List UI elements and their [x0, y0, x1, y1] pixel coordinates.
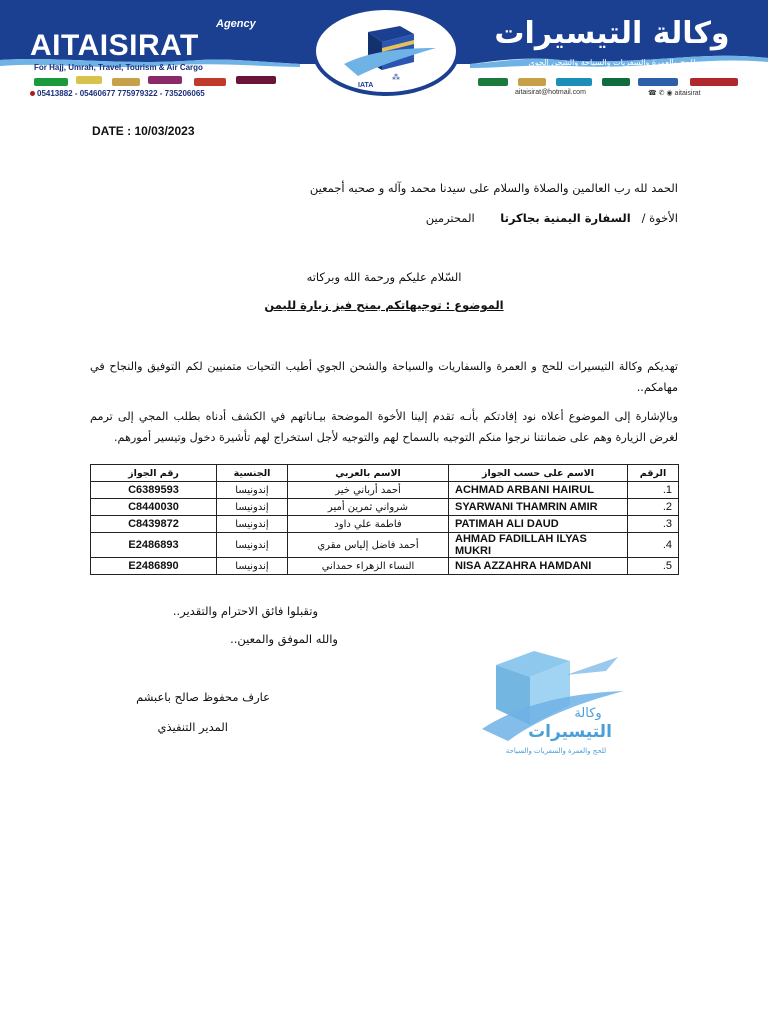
cell-num: 4. [628, 533, 679, 558]
signer-title: المدير التنفيذي [157, 720, 228, 734]
tagline-en: For Hajj, Umrah, Travel, Tourism & Air Cargo [34, 63, 203, 72]
partner-logo [690, 78, 738, 86]
phone-icon [30, 91, 35, 96]
table-row [91, 499, 679, 516]
partner-logo [76, 76, 102, 84]
recipient-prefix: الأخوة / [641, 211, 678, 225]
cell-name-en: ACHMAD ARBANI HAIRUL [449, 482, 628, 499]
table-row [91, 482, 679, 499]
header-nationality: الجنسية [217, 465, 288, 482]
cell-passport: C8440030 [91, 499, 217, 516]
social-icons: ☎ ✆ ◉ [648, 90, 673, 97]
cell-name-en: SYARWANI THAMRIN AMIR [449, 499, 628, 516]
partner-logo [518, 78, 546, 86]
agency-label: Agency [216, 18, 256, 30]
cell-nationality: إندونيسا [217, 499, 288, 516]
closing-prayer: والله الموفق والمعين.. [230, 632, 338, 646]
contact-phones: 05413882 - 05460677 775979322 - 735206065 [26, 89, 205, 98]
partner-logo [602, 78, 630, 86]
partner-logo [236, 76, 276, 84]
cell-nationality: إندونيسا [217, 516, 288, 533]
cell-name-en: PATIMAH ALI DAUD [449, 516, 628, 533]
stamp-line1: وكالة [574, 706, 602, 721]
partner-logo [556, 78, 592, 86]
partner-logo [478, 78, 508, 86]
cell-name-ar: شرواني ثمرين أمير [288, 499, 449, 516]
cell-passport: C6389593 [91, 482, 217, 499]
brand-name-ar: وكالة التيسيرات [494, 16, 730, 51]
agency-stamp-logo [478, 645, 628, 761]
signer-name: عارف محفوظ صالح باعبشم [136, 690, 270, 704]
cell-nationality: إندونيسا [217, 533, 288, 558]
visitors-table [90, 464, 679, 575]
cell-nationality: إندونيسا [217, 558, 288, 575]
cell-num: 1. [628, 482, 679, 499]
iata-label: IATA [358, 82, 374, 89]
partner-logo [638, 78, 678, 86]
request-paragraph: وبالإشارة إلى الموضوع أعلاه نود إفادتكم بأنـه تقدم إلينا الأخوة الموضحة بيـاناتهم في الكشف أدناه بطلب المجي إلى ترمم لغرض الزيارة وهم على ضمانتنا نرجوا منكم التوجيه بالسماح لهم والتوجيه لأجل استخراج لهم تأشيرة دخول وتيسير أمورهم. [90, 410, 678, 444]
tagline-ar: للحج والعمرة والسفريات والسياحة والشحن الجوي [528, 58, 696, 67]
recipient-name: السفارة اليمنية بجاكرتا [500, 211, 631, 225]
cell-name-ar: فاطمة علي داود [288, 516, 449, 533]
svg-text:⁂: ⁂ [392, 73, 400, 82]
partner-logo [112, 78, 140, 86]
contact-social: ☎ ✆ ◉ aitaisirat [648, 90, 701, 97]
header-num: الرقم [628, 465, 679, 482]
stamp-line2: التيسيرات [528, 722, 612, 742]
stamp-line3: للحج والعمرة والسفريات والسياحة [505, 747, 607, 755]
table-row [91, 558, 679, 575]
header-passport: رقم الجواز [91, 465, 217, 482]
center-logo-badge [312, 6, 460, 96]
recipient-suffix: المحترمين [425, 211, 475, 225]
intro-paragraph: تهديكم وكالة التيسيرات للحج و العمرة والسفاريات والسياحة والشحن الجوي أطيب التحيات متمنيين لكم التوفيق والنجاح في مهامكم.. [90, 360, 678, 394]
cell-name-en: NISA AZZAHRA HAMDANI [449, 558, 628, 575]
cell-num: 2. [628, 499, 679, 516]
cell-name-en: AHMAD FADILLAH ILYAS MUKRI [449, 533, 628, 558]
subject-line: الموضوع : توجيهاتكم بمنح فيز زيارة لليمن [264, 298, 504, 312]
cell-num: 3. [628, 516, 679, 533]
cell-name-ar: أحمد فاضل إلياس مقري [288, 533, 449, 558]
closing-regards: وتقبلوا فائق الاحترام والتقدير.. [172, 604, 318, 618]
cell-nationality: إندونيسا [217, 482, 288, 499]
contact-email: aitaisirat@hotmail.com [515, 89, 586, 96]
brand-name-en: AITAISIRAT [30, 29, 199, 62]
letterhead [0, 0, 768, 100]
table-row [91, 533, 679, 558]
partner-logo [34, 78, 68, 86]
cell-name-ar: النساء الزهراء حمداني [288, 558, 449, 575]
cell-passport: E2486890 [91, 558, 217, 575]
salam-line: السّلام عليكم ورحمة الله وبركاته [306, 270, 462, 284]
table-header-row [91, 465, 679, 482]
header-name-ar: الاسم بالعربي [288, 465, 449, 482]
header-name-en: الاسم على حسب الجواز [449, 465, 628, 482]
partner-logos-left [34, 76, 294, 88]
partner-logo [194, 78, 226, 86]
cell-name-ar: أحمد أرباني خير [288, 482, 449, 499]
partner-logo [148, 76, 182, 84]
recipient-line [426, 211, 678, 225]
opening-greeting: الحمد لله رب العالمين والصلاة والسلام على سيدنا محمد وآله و صحبه أجمعين [309, 181, 678, 195]
letter-date: DATE : 10/03/2023 [92, 124, 195, 138]
kaaba-icon [338, 18, 442, 86]
partner-logos-right [478, 78, 740, 88]
cell-num: 5. [628, 558, 679, 575]
cell-passport: E2486893 [91, 533, 217, 558]
table-row [91, 516, 679, 533]
cell-passport: C8439872 [91, 516, 217, 533]
